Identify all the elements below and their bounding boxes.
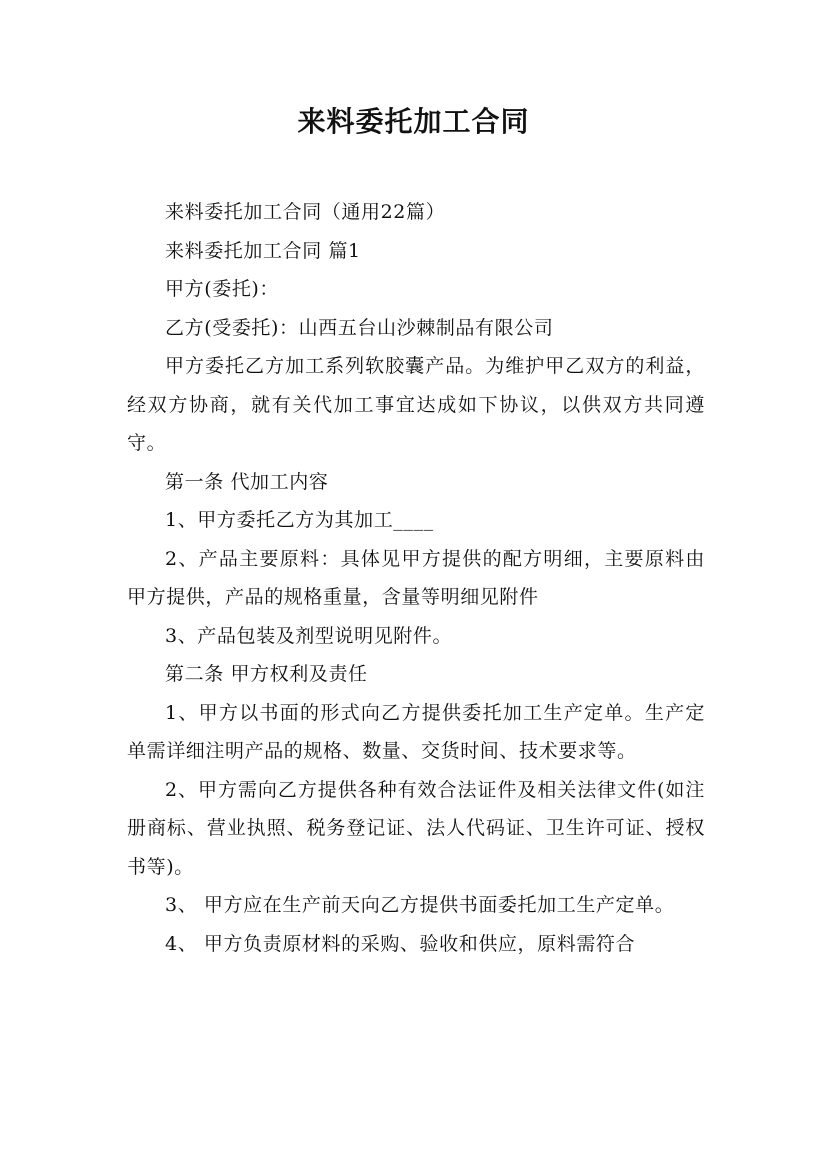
paragraph-article-2-heading: 第二条 甲方权利及责任: [165, 663, 368, 685]
document-body: [127, 193, 705, 963]
paragraph-party-a: 甲方(委托)：: [165, 278, 280, 300]
paragraph-article-1-item-3: 3、产品包装及剂型说明见附件。: [165, 624, 453, 647]
paragraph-subtitle: 来料委托加工合同（通用22篇）: [165, 201, 446, 223]
paragraph-article-2-item-4: 4、 甲方负责原材料的采购、验收和供应，原料需符合: [165, 932, 636, 955]
paragraph-article-2-item-1: 1、甲方以书面的形式向乙方提供委托加工生产定单。生产定单需详细注明产品的规格、数量、交货时间、技术要求等。: [127, 701, 705, 762]
paragraph-article-2-item-3: 3、 甲方应在生产前天向乙方提供书面委托加工生产定单。: [165, 894, 675, 916]
paragraph-party-b: 乙方(受委托)：山西五台山沙棘制品有限公司: [165, 316, 554, 339]
paragraph-article-2-item-2: 2、甲方需向乙方提供各种有效合法证件及相关法律文件(如注册商标、营业执照、税务登记证、法人代码证、卫生许可证、授权书等)。: [127, 778, 705, 878]
paragraph-article-1-item-2: 2、产品主要原料：具体见甲方提供的配方明细，主要原料由甲方提供，产品的规格重量，含量等明细见附件: [127, 547, 705, 608]
paragraph-article-1-heading: 第一条 代加工内容: [165, 470, 329, 493]
paragraph-article-1-item-1: 1、甲方委托乙方为其加工____: [165, 509, 434, 531]
document-title: 来料委托加工合同: [297, 105, 530, 138]
paragraph-section-heading: 来料委托加工合同 篇1: [165, 239, 361, 262]
paragraph-preamble: 甲方委托乙方加工系列软胶囊产品。为维护甲乙双方的利益，经双方协商，就有关代加工事宜达成如下协议，以供双方共同遵守。: [127, 355, 705, 454]
